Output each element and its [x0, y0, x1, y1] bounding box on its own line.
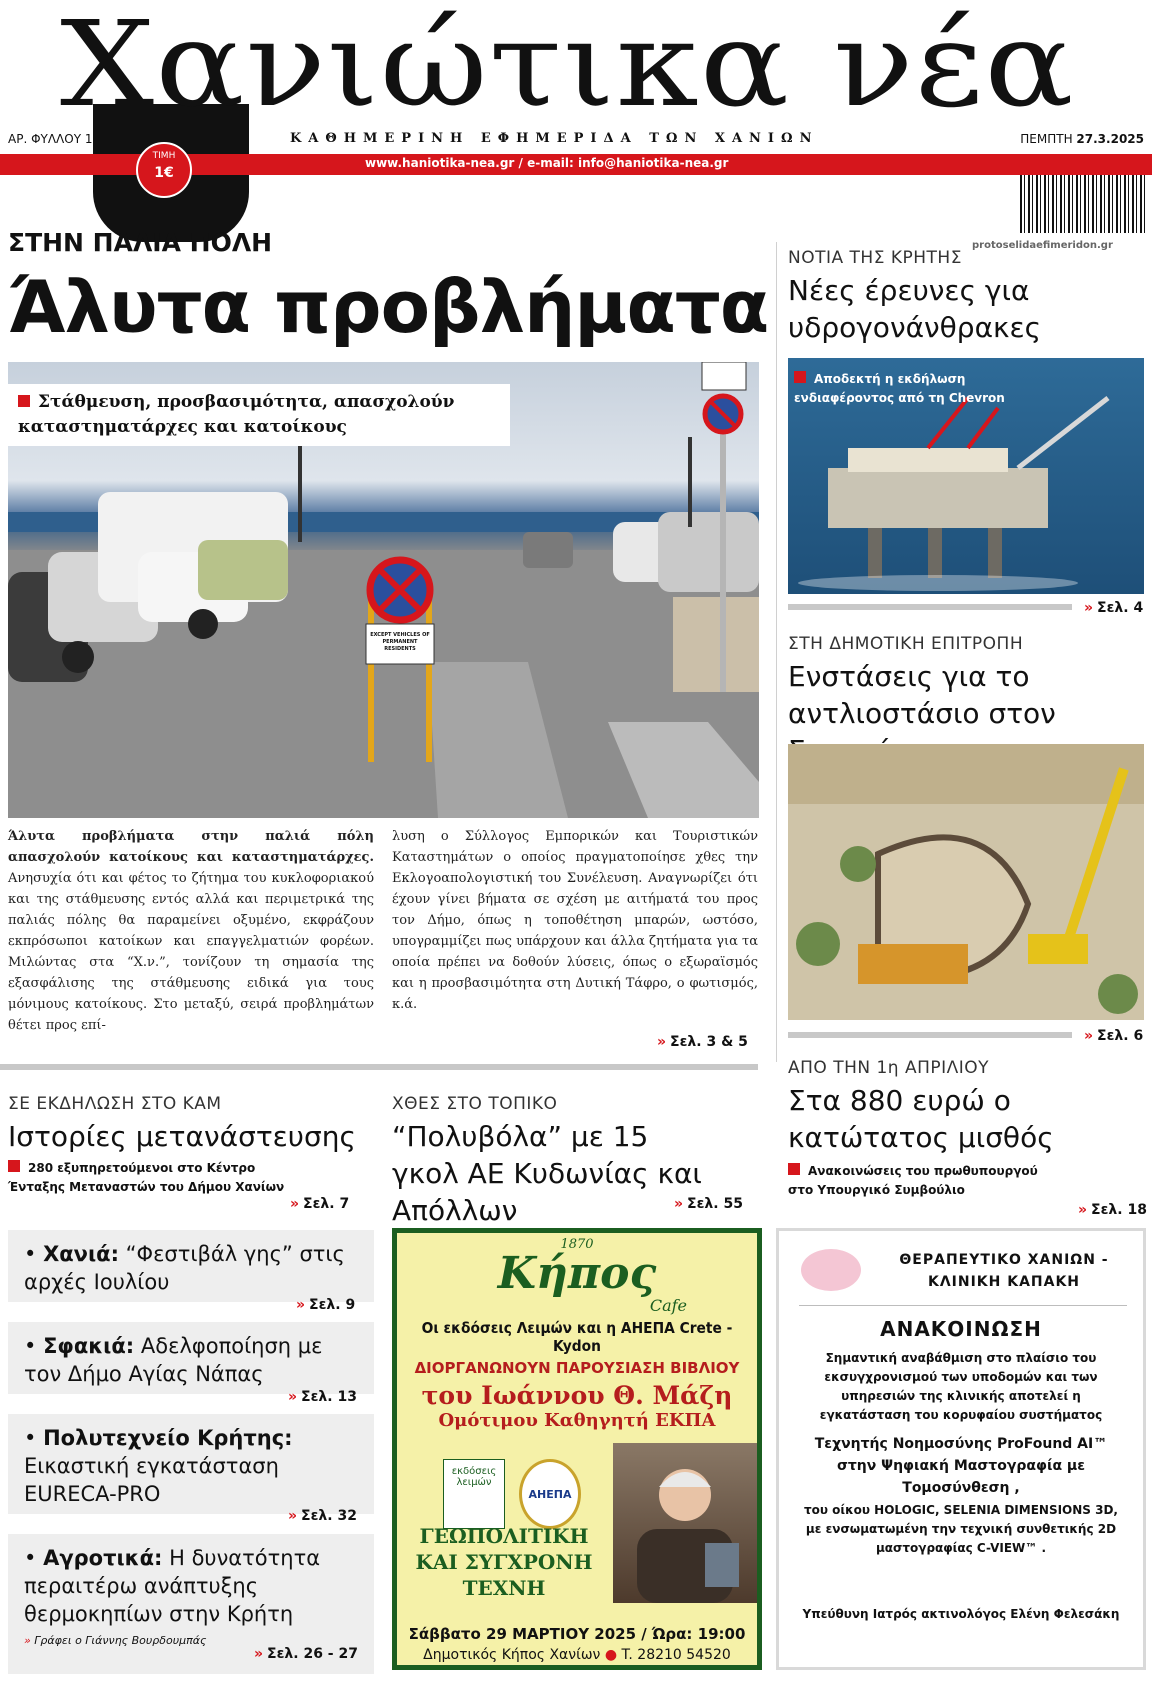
story-kicker: ΝΟΤΙΑ ΤΗΣ ΚΡΗΤΗΣ: [788, 248, 962, 268]
main-photo-caption-text: Στάθμευση, προσβασιμότητα, απασχολούν καταστηματάρχες και κατοίκους: [18, 392, 455, 437]
newspaper-subtitle: ΚΑΘΗΜΕΡΙΝΗ ΕΦΗΜΕΡΙΔΑ ΤΩΝ ΧΑΝΙΩΝ: [290, 131, 819, 146]
bullet-dot-icon: ●: [604, 1647, 618, 1663]
page-ref-7[interactable]: [290, 1196, 349, 1212]
clinic-name: ΘΕΡΑΠΕΥΤΙΚΟ ΧΑΝΙΩΝ - ΚΛΙΝΙΚΗ ΚΑΠΑΚΗ: [899, 1252, 1109, 1290]
page-ref-13[interactable]: [288, 1389, 357, 1405]
double-chevron-icon: »: [1078, 1202, 1088, 1218]
ad-line2: ΔΙΟΡΓΑΝΩΝΟΥΝ ΠΑΡΟΥΣΙΑΣΗ ΒΙΒΛΙΟΥ: [414, 1359, 740, 1377]
main-kicker: ΣΤΗΝ ΠΑΛΙΑ ΠΟΛΗ: [8, 228, 273, 257]
ad-author-title: Ομότιμου Καθηγητή ΕΚΠΑ: [438, 1410, 716, 1431]
construction-photo: [788, 744, 1144, 1020]
ad-brand-sub: Cafe: [649, 1296, 687, 1315]
price-label: ΤΙΜΗ: [152, 151, 176, 161]
clinic-notice[interactable]: [776, 1228, 1146, 1670]
page-ref-13-text: Σελ. 13: [301, 1389, 357, 1405]
page-ref-55-text: Σελ. 55: [687, 1196, 743, 1212]
bullet-square-icon: [794, 371, 806, 383]
page-ref-9[interactable]: [296, 1297, 355, 1313]
price-badge: [136, 142, 192, 198]
double-chevron-icon: »: [296, 1297, 306, 1313]
notice-title: ΑΝΑΚΟΙΝΩΣΗ: [880, 1317, 1042, 1341]
brief-bold: Χανιά:: [43, 1242, 119, 1266]
page-ref-32-text: Σελ. 32: [301, 1508, 357, 1524]
parking-sign-text: EXCEPT VEHICLES OF PERMANENT RESIDENTS: [370, 632, 430, 652]
story-kicker: ΑΠΟ ΤΗΝ 1η ΑΠΡΙΛΙΟΥ: [788, 1058, 990, 1078]
story-headline[interactable]: Ενστάσεις για το αντλιοστάσιο στον: [788, 660, 1056, 730]
source-credit: protoselidaefimeridon.gr: [972, 240, 1113, 251]
page-ref-7-text: Σελ. 7: [303, 1196, 350, 1212]
story-headline[interactable]: Στα 880 ευρώ ο κατώτατος μισθός: [788, 1084, 1054, 1154]
divider: [0, 1064, 758, 1070]
page-ref-6-text: Σελ. 6: [1097, 1028, 1144, 1044]
ad-year: 1870: [560, 1237, 594, 1252]
page-ref-4[interactable]: [1084, 600, 1143, 616]
story-headline[interactable]: “Πολυβόλα” με 15 γκολ ΑΕ Κυδωνίας και Απόλλων: [392, 1120, 702, 1227]
main-headline[interactable]: Άλυτα προβλήματα: [8, 265, 769, 349]
author-portrait-illustration: [613, 1443, 757, 1603]
notice-paragraph-1: Σημαντική αναβάθμιση στο πλαίσιο του εκσυγχρονισμού των υποδομών και των υπηρεσιών της κλινικής αποτελεί η εγκατάσταση του κορυφαίου συστήματος: [819, 1351, 1103, 1422]
main-col1-text: Ανησυχία ότι και φέτος το ζήτημα του κυκλοφοριακού και της στάθμευσης εντός αλλά και περιμετρικά της παλιάς πόλης θα παραμείνει οξυμένο, εκφράζουν εκπρόσωποι κατοίκων και επαγγελματιών φορέων. Μιλώντας στα “Χ.ν.”, τονίζουν τη σημασία της εξασφάλισης της στάθμευσης ειδικά για τους μόνιμους κατοίκους. Στο μεταξύ, σειρά προβλημάτων θέτει προς επί-: [8, 871, 374, 1033]
main-page-ref-text: Σελ. 3 & 5: [670, 1034, 748, 1050]
price-value: 1€: [154, 165, 174, 181]
divider: [788, 1032, 1072, 1038]
ahepa-logo: [519, 1459, 581, 1529]
main-lead: Άλυτα προβλήματα στην παλιά πόλη απασχολούν κατοίκους και καταστηματάρχες.: [8, 829, 374, 865]
migration-caption-text: 280 εξυπηρετούμενοι στο Κέντρο Ένταξης Μεταναστών του Δήμου Χανίων: [8, 1161, 285, 1194]
brief-text: • Πολυτεχνείο Κρήτης: Εικαστική εγκατάσταση EURECA-PRO: [24, 1426, 293, 1506]
brief-bold: Αγροτικά:: [43, 1546, 163, 1570]
story-hydrocarbons: [788, 248, 1146, 346]
main-col2-text: λυση ο Σύλλογος Εμπορικών και Τουριστικών Καταστημάτων ο οποίος πραγματοποίησε χθες την Εκλογοαπολογιστική του Συνέλευση. Αναγνωρίζει ότι έχουν γίνει βήματα σε σχέση με αιτήματά του προς τον Δήμο, όπως η τοποθέτηση μπαρών, ωστόσο, υπογραμμίζει πως υπάρχουν και άλλα ζητήματα για τα οποία πρέπει να δοθούν λύσεις, όπως ο εξωραϊσμός και η προσβασιμότητα στη Δυτική Τάφρο, ο φωτισμός, κ.ά.: [392, 829, 758, 1012]
double-chevron-icon: »: [288, 1389, 298, 1405]
ad-line1: Οι εκδόσεις Λειμών και η ΑΗΕΠΑ Crete - Kydon: [421, 1319, 733, 1355]
story-kicker: ΣΕ ΕΚΔΗΛΩΣΗ ΣΤΟ ΚΑΜ: [8, 1094, 222, 1114]
double-chevron-icon: »: [1084, 600, 1094, 616]
page-ref-6[interactable]: [1084, 1028, 1143, 1044]
brief-bold: Πολυτεχνείο Κρήτης:: [43, 1426, 293, 1450]
double-chevron-icon: »: [674, 1196, 684, 1212]
brief-text: • Αγροτικά: Η δυνατότητα περαιτέρω ανάπτυξης θερμοκηπίων στην Κρήτη: [24, 1546, 321, 1626]
brief-item[interactable]: [8, 1414, 374, 1514]
brief-bold: Σφακιά:: [43, 1334, 135, 1358]
divider: [799, 1305, 1127, 1306]
brief-text: • Σφακιά: Αδελφοποίηση με τον Δήμο Αγίας Νάπας: [24, 1334, 323, 1386]
ad-book-title: ΓΕΩΠΟΛΙΤΙΚΗ ΚΑΙ ΣΥΓΧΡΟΝΗ ΤΕΧΝΗ: [415, 1524, 593, 1600]
construction-illustration: [788, 744, 1144, 1020]
wage-caption: [788, 1162, 1048, 1200]
publisher-logo-text: εκδόσεις λειμών: [451, 1466, 497, 1488]
brief-body: Η δυνατότητα περαιτέρω ανάπτυξης θερμοκηπίων στην Κρήτη: [24, 1546, 321, 1626]
oil-platform-photo: [788, 358, 1144, 594]
issue-date: [1020, 132, 1144, 146]
main-photo-caption: [8, 384, 510, 446]
brief-text: • Χανιά: “Φεστιβάλ γης” στις αρχές Ιουλίου: [24, 1242, 345, 1294]
bullet-square-icon: [788, 1163, 800, 1175]
migration-caption: [8, 1159, 308, 1197]
notice-paragraph-4: Υπεύθυνη Ιατρός ακτινολόγος Ελένη Φελεσάκη: [802, 1607, 1120, 1621]
story-kicker: ΧΘΕΣ ΣΤΟ ΤΟΠΙΚΟ: [392, 1094, 558, 1114]
page-ref-26-27[interactable]: [254, 1646, 358, 1662]
story-minimum-wage: [788, 1058, 1146, 1200]
brief-body: Εικαστική εγκατάσταση EURECA-PRO: [24, 1454, 279, 1506]
page-ref-18[interactable]: [1078, 1202, 1147, 1218]
ad-brand: Κήπος: [497, 1248, 657, 1299]
ad-venue: [397, 1647, 757, 1663]
issue-day: ΠΕΜΠΤΗ: [1020, 132, 1073, 146]
publisher-logo: [443, 1459, 505, 1529]
issue-date-value: 27.3.2025: [1076, 132, 1144, 146]
page-ref-9-text: Σελ. 9: [309, 1297, 356, 1313]
double-chevron-icon: »: [254, 1646, 264, 1662]
barcode: [1020, 175, 1145, 233]
oil-photo-caption-text: Αποδεκτή η εκδήλωση ενδιαφέροντος από τη Chevron: [794, 372, 1005, 405]
clinic-logo-icon: [801, 1249, 861, 1291]
ad-where: Δημοτικός Κήπος Χανίων: [423, 1647, 601, 1663]
bullet-square-icon: [8, 1160, 20, 1172]
oil-photo-caption: [794, 370, 1014, 408]
website-email[interactable]: www.haniotika-nea.gr / e-mail: info@haniotika-nea.gr: [365, 156, 729, 170]
main-article-col2: [392, 826, 758, 1015]
brief-item[interactable]: [8, 1230, 374, 1302]
notice-paragraph-3: του οίκου HOLOGIC, SELENIA DIMENSIONS 3D, με ενσωματωμένη την τεχνική συνθετικής 2D μαστογραφίας C-VIEW™ .: [804, 1503, 1118, 1555]
brief-body: Αδελφοποίηση με τον Δήμο Αγίας Νάπας: [24, 1334, 323, 1386]
page-ref-55[interactable]: [674, 1196, 743, 1212]
author-photo: [613, 1443, 757, 1603]
brief-body: “Φεστιβάλ γης” στις αρχές Ιουλίου: [24, 1242, 345, 1294]
ad-when: Σάββατο 29 ΜΑΡΤΙΟΥ 2025 / Ώρα: 19:00: [408, 1625, 746, 1643]
brief-author-name: Γράφει ο Γιάννης Βουρδουμπάς: [34, 1634, 207, 1647]
story-migration: [8, 1094, 368, 1197]
double-chevron-icon: »: [288, 1508, 298, 1524]
ad-author: του Ιωάννου Θ. Μάζη: [421, 1381, 733, 1410]
column-divider: [776, 242, 777, 1062]
story-headline[interactable]: Ιστορίες μετανάστευσης: [8, 1120, 356, 1153]
page-ref-18-text: Σελ. 18: [1091, 1202, 1147, 1218]
divider: [788, 604, 1072, 610]
book-presentation-ad[interactable]: [392, 1228, 762, 1670]
story-headline[interactable]: Νέες έρευνες για υδρογονάνθρακες: [788, 274, 1042, 344]
story-kicker: ΣΤΗ ΔΗΜΟΤΙΚΗ ΕΠΙΤΡΟΠΗ: [788, 634, 1024, 654]
bullet-square-icon: [18, 395, 30, 407]
main-page-ref[interactable]: [657, 1034, 748, 1050]
wage-caption-text: Ανακοινώσεις του πρωθυπουργού στο Υπουργικό Συμβούλιο: [788, 1164, 1038, 1197]
page-ref-32[interactable]: [288, 1508, 357, 1524]
double-chevron-icon: »: [290, 1196, 300, 1212]
brief-author: » Γράφει ο Γιάννης Βουρδουμπάς: [24, 1634, 207, 1647]
page-ref-26-27-text: Σελ. 26 - 27: [267, 1646, 358, 1662]
newspaper-title: Χανιώτικα νέα: [60, 0, 1075, 133]
issue-number: ΑΡ. ΦΥΛΛΟΥ 1: [8, 132, 93, 146]
ahepa-logo-text: ΑΗΕΠΑ: [528, 1488, 572, 1501]
brief-item[interactable]: [8, 1322, 374, 1394]
notice-paragraph-2: Τεχνητής Νοημοσύνης ProFound AI™ στην Ψηφιακή Μαστογραφία με Τομοσύνθεση ,: [814, 1436, 1108, 1496]
ad-phone: T. 28210 54520: [621, 1647, 731, 1663]
double-chevron-icon: »: [657, 1034, 667, 1050]
double-chevron-icon: »: [1084, 1028, 1094, 1044]
main-article-col1: [8, 826, 374, 1036]
page-ref-4-text: Σελ. 4: [1097, 600, 1144, 616]
